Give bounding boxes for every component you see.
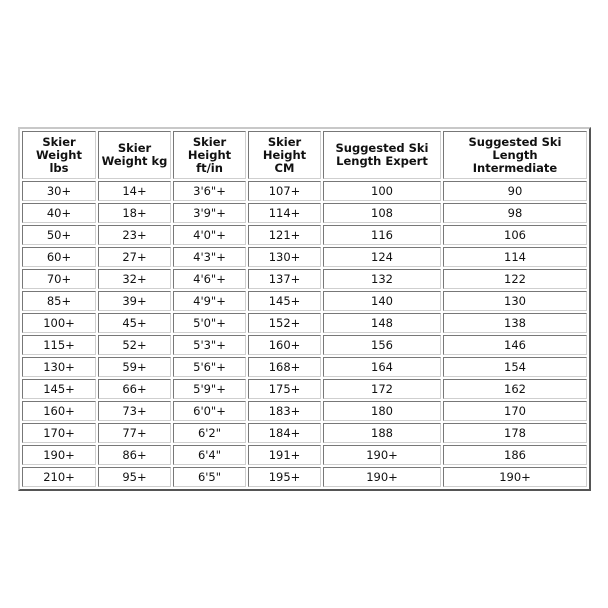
cell-ski-intermediate: 90 bbox=[443, 181, 587, 201]
table-row bbox=[22, 445, 587, 465]
column-header-height-ftin bbox=[173, 131, 246, 179]
cell-ski-expert: 116 bbox=[323, 225, 441, 245]
cell-height-cm: 114+ bbox=[248, 203, 321, 223]
table-row bbox=[22, 225, 587, 245]
cell-height-cm: 160+ bbox=[248, 335, 321, 355]
header-line: Height bbox=[187, 147, 232, 162]
column-header-weight-lbs bbox=[22, 131, 96, 179]
cell-ski-intermediate: 186 bbox=[443, 445, 587, 465]
cell-ski-intermediate: 154 bbox=[443, 357, 587, 377]
header-line: Weight lbs bbox=[36, 147, 82, 175]
cell-height-ftin: 6'4" bbox=[173, 445, 246, 465]
cell-weight-lbs: 30+ bbox=[22, 181, 96, 201]
cell-ski-intermediate: 190+ bbox=[443, 467, 587, 487]
table-row bbox=[22, 181, 587, 201]
cell-ski-expert: 100 bbox=[323, 181, 441, 201]
cell-height-ftin: 6'0"+ bbox=[173, 401, 246, 421]
cell-height-cm: 145+ bbox=[248, 291, 321, 311]
table-row bbox=[22, 247, 587, 267]
cell-height-cm: 137+ bbox=[248, 269, 321, 289]
cell-weight-kg: 18+ bbox=[98, 203, 171, 223]
cell-ski-expert: 140 bbox=[323, 291, 441, 311]
cell-weight-lbs: 130+ bbox=[22, 357, 96, 377]
cell-ski-intermediate: 98 bbox=[443, 203, 587, 223]
cell-weight-lbs: 70+ bbox=[22, 269, 96, 289]
cell-ski-expert: 190+ bbox=[323, 467, 441, 487]
cell-height-ftin: 6'2" bbox=[173, 423, 246, 443]
cell-height-ftin: 5'9"+ bbox=[173, 379, 246, 399]
cell-height-cm: 183+ bbox=[248, 401, 321, 421]
table-row bbox=[22, 401, 587, 421]
cell-ski-expert: 108 bbox=[323, 203, 441, 223]
cell-ski-expert: 190+ bbox=[323, 445, 441, 465]
cell-ski-intermediate: 106 bbox=[443, 225, 587, 245]
cell-ski-expert: 124 bbox=[323, 247, 441, 267]
table-row bbox=[22, 467, 587, 487]
column-header-ski-intermediate bbox=[443, 131, 587, 179]
table-header-row bbox=[22, 131, 587, 179]
cell-weight-lbs: 210+ bbox=[22, 467, 96, 487]
header-line: Intermediate bbox=[472, 160, 558, 175]
cell-ski-intermediate: 146 bbox=[443, 335, 587, 355]
cell-height-ftin: 5'0"+ bbox=[173, 313, 246, 333]
cell-height-ftin: 4'6"+ bbox=[173, 269, 246, 289]
cell-weight-kg: 45+ bbox=[98, 313, 171, 333]
cell-weight-kg: 39+ bbox=[98, 291, 171, 311]
cell-ski-expert: 132 bbox=[323, 269, 441, 289]
table-row bbox=[22, 313, 587, 333]
cell-height-ftin: 5'6"+ bbox=[173, 357, 246, 377]
cell-ski-expert: 156 bbox=[323, 335, 441, 355]
cell-weight-kg: 66+ bbox=[98, 379, 171, 399]
cell-height-ftin: 3'9"+ bbox=[173, 203, 246, 223]
cell-weight-lbs: 85+ bbox=[22, 291, 96, 311]
ski-size-chart bbox=[18, 127, 589, 484]
column-header-height-cm bbox=[248, 131, 321, 179]
cell-height-cm: 152+ bbox=[248, 313, 321, 333]
cell-weight-kg: 14+ bbox=[98, 181, 171, 201]
column-header-ski-expert bbox=[323, 131, 441, 179]
cell-height-ftin: 4'3"+ bbox=[173, 247, 246, 267]
cell-weight-lbs: 60+ bbox=[22, 247, 96, 267]
cell-ski-expert: 188 bbox=[323, 423, 441, 443]
cell-height-ftin: 4'0"+ bbox=[173, 225, 246, 245]
cell-height-cm: 121+ bbox=[248, 225, 321, 245]
header-line: Skier bbox=[192, 134, 227, 149]
cell-weight-lbs: 50+ bbox=[22, 225, 96, 245]
header-line: Length Expert bbox=[336, 154, 428, 168]
cell-ski-intermediate: 122 bbox=[443, 269, 587, 289]
cell-weight-kg: 32+ bbox=[98, 269, 171, 289]
table-body bbox=[22, 181, 587, 487]
table-row bbox=[22, 423, 587, 443]
cell-height-ftin: 4'9"+ bbox=[173, 291, 246, 311]
cell-ski-expert: 148 bbox=[323, 313, 441, 333]
table-row bbox=[22, 269, 587, 289]
header-line: Suggested Ski Length bbox=[468, 134, 562, 162]
cell-ski-expert: 172 bbox=[323, 379, 441, 399]
header-line: Suggested Ski bbox=[335, 141, 429, 155]
cell-height-cm: 175+ bbox=[248, 379, 321, 399]
cell-height-cm: 130+ bbox=[248, 247, 321, 267]
cell-weight-kg: 77+ bbox=[98, 423, 171, 443]
cell-height-cm: 195+ bbox=[248, 467, 321, 487]
cell-ski-expert: 164 bbox=[323, 357, 441, 377]
cell-ski-intermediate: 130 bbox=[443, 291, 587, 311]
cell-height-cm: 107+ bbox=[248, 181, 321, 201]
header-line: Height CM bbox=[262, 147, 307, 175]
table-row bbox=[22, 291, 587, 311]
cell-weight-lbs: 160+ bbox=[22, 401, 96, 421]
header-line: ft/in bbox=[196, 160, 223, 175]
cell-ski-expert: 180 bbox=[323, 401, 441, 421]
cell-ski-intermediate: 162 bbox=[443, 379, 587, 399]
cell-height-cm: 168+ bbox=[248, 357, 321, 377]
header-line: Skier bbox=[267, 134, 302, 149]
table-row bbox=[22, 335, 587, 355]
table-row bbox=[22, 357, 587, 377]
cell-height-ftin: 6'5" bbox=[173, 467, 246, 487]
cell-weight-lbs: 40+ bbox=[22, 203, 96, 223]
cell-ski-intermediate: 178 bbox=[443, 423, 587, 443]
cell-height-cm: 184+ bbox=[248, 423, 321, 443]
header-line: Skier bbox=[42, 134, 76, 149]
cell-weight-lbs: 115+ bbox=[22, 335, 96, 355]
table-row bbox=[22, 379, 587, 399]
header-line: Weight kg bbox=[101, 154, 168, 168]
cell-weight-kg: 52+ bbox=[98, 335, 171, 355]
cell-weight-lbs: 145+ bbox=[22, 379, 96, 399]
cell-weight-kg: 23+ bbox=[98, 225, 171, 245]
cell-height-ftin: 3'6"+ bbox=[173, 181, 246, 201]
cell-weight-kg: 95+ bbox=[98, 467, 171, 487]
cell-height-ftin: 5'3"+ bbox=[173, 335, 246, 355]
cell-weight-kg: 59+ bbox=[98, 357, 171, 377]
header-line: Skier bbox=[117, 141, 152, 155]
cell-weight-kg: 86+ bbox=[98, 445, 171, 465]
cell-ski-intermediate: 170 bbox=[443, 401, 587, 421]
cell-weight-lbs: 100+ bbox=[22, 313, 96, 333]
column-header-weight-kg bbox=[98, 131, 171, 179]
cell-ski-intermediate: 138 bbox=[443, 313, 587, 333]
cell-weight-kg: 73+ bbox=[98, 401, 171, 421]
cell-height-cm: 191+ bbox=[248, 445, 321, 465]
cell-weight-kg: 27+ bbox=[98, 247, 171, 267]
ski-length-table bbox=[18, 127, 591, 491]
cell-ski-intermediate: 114 bbox=[443, 247, 587, 267]
cell-weight-lbs: 170+ bbox=[22, 423, 96, 443]
cell-weight-lbs: 190+ bbox=[22, 445, 96, 465]
table-row bbox=[22, 203, 587, 223]
